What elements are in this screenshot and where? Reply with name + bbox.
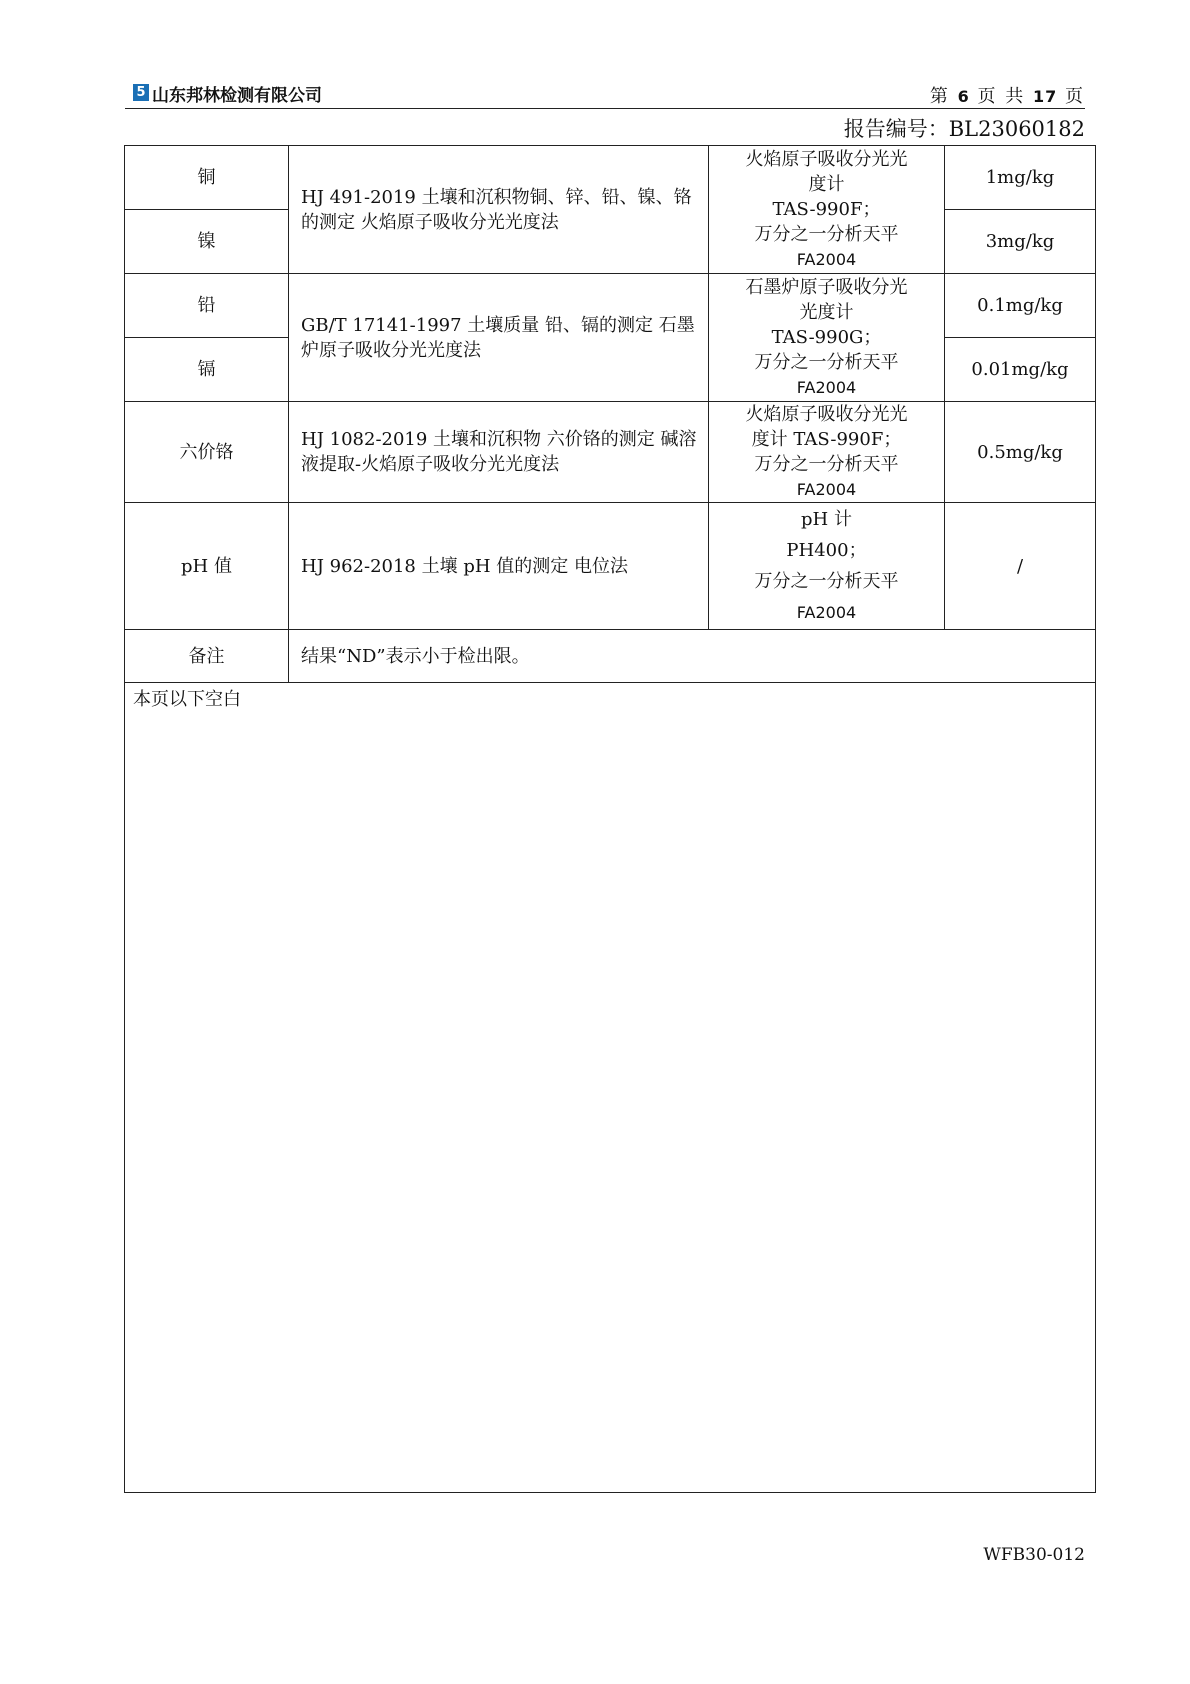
report-number: 报告编号：BL23060182	[843, 117, 1085, 141]
instrument-line: 火焰原子吸收分光光	[745, 404, 908, 425]
limit-cell: 0.5mg/kg	[945, 402, 1096, 503]
table-row	[125, 503, 1096, 630]
instrument-line: PH400；	[786, 540, 867, 561]
remark-row	[125, 630, 1096, 683]
instrument-cell	[709, 402, 945, 503]
instrument-line: TAS-990F；	[772, 199, 881, 220]
page-indicator	[930, 82, 1085, 108]
remark-label: 备注	[125, 630, 289, 683]
table-row	[125, 402, 1096, 503]
limit-cell: 0.01mg/kg	[945, 338, 1096, 402]
method-cell: GB/T 17141-1997 土壤质量 铅、镉的测定 石墨炉原子吸收分光光度法	[289, 274, 709, 402]
header-divider	[125, 108, 1085, 109]
instrument-line: TAS-990G；	[771, 327, 882, 348]
page-prefix: 第	[929, 86, 950, 107]
blank-note: 本页以下空白	[125, 683, 1096, 1493]
item-cell: 镍	[125, 210, 289, 274]
limit-cell: 3mg/kg	[945, 210, 1096, 274]
page-current: 6	[957, 87, 970, 106]
instrument-line: 万分之一分析天平	[754, 571, 899, 592]
instrument-line: 万分之一分析天平	[754, 454, 899, 475]
item-cell: 六价铬	[125, 402, 289, 503]
instrument-line: FA2004	[796, 480, 857, 499]
instrument-line: 度计 TAS-990F；	[751, 429, 902, 450]
instrument-line: 度计	[808, 174, 845, 195]
page-header	[125, 78, 1085, 108]
method-cell: HJ 491-2019 土壤和沉积物铜、锌、铅、镍、铬的测定 火焰原子吸收分光光度法	[289, 146, 709, 274]
method-table	[124, 145, 1096, 1493]
company-name: 山东邦林检测有限公司	[152, 86, 322, 106]
instrument-line: 火焰原子吸收分光光	[745, 149, 908, 170]
instrument-line: FA2004	[796, 250, 857, 269]
instrument-line: FA2004	[796, 378, 857, 397]
method-cell: HJ 1082-2019 土壤和沉积物 六价铬的测定 碱溶液提取-火焰原子吸收分光光度法	[289, 402, 709, 503]
remark-text: 结果“ND”表示小于检出限。	[289, 630, 1096, 683]
instrument-cell	[709, 146, 945, 274]
page-suffix: 页	[1065, 86, 1085, 107]
method-cell: HJ 962-2018 土壤 pH 值的测定 电位法	[289, 503, 709, 630]
page-mid: 页 共	[977, 86, 1026, 107]
table-row	[125, 274, 1096, 338]
instrument-line: 万分之一分析天平	[754, 352, 899, 373]
instrument-cell	[709, 274, 945, 402]
item-cell: 铜	[125, 146, 289, 210]
item-cell: 镉	[125, 338, 289, 402]
instrument-line: 光度计	[799, 302, 854, 323]
blank-row	[125, 683, 1096, 1493]
instrument-line: FA2004	[796, 603, 857, 622]
limit-cell: 0.1mg/kg	[945, 274, 1096, 338]
instrument-line: 万分之一分析天平	[754, 224, 899, 245]
instrument-line: pH 计	[801, 509, 852, 530]
instrument-cell	[709, 503, 945, 630]
limit-cell: 1mg/kg	[945, 146, 1096, 210]
table-row	[125, 146, 1096, 210]
limit-cell: /	[945, 503, 1096, 630]
item-cell: pH 值	[125, 503, 289, 630]
form-code: WFB30-012	[983, 1545, 1085, 1565]
company-logo-icon: 5	[133, 84, 149, 101]
page-total: 17	[1033, 87, 1058, 106]
instrument-line: 石墨炉原子吸收分光	[745, 277, 908, 298]
item-cell: 铅	[125, 274, 289, 338]
